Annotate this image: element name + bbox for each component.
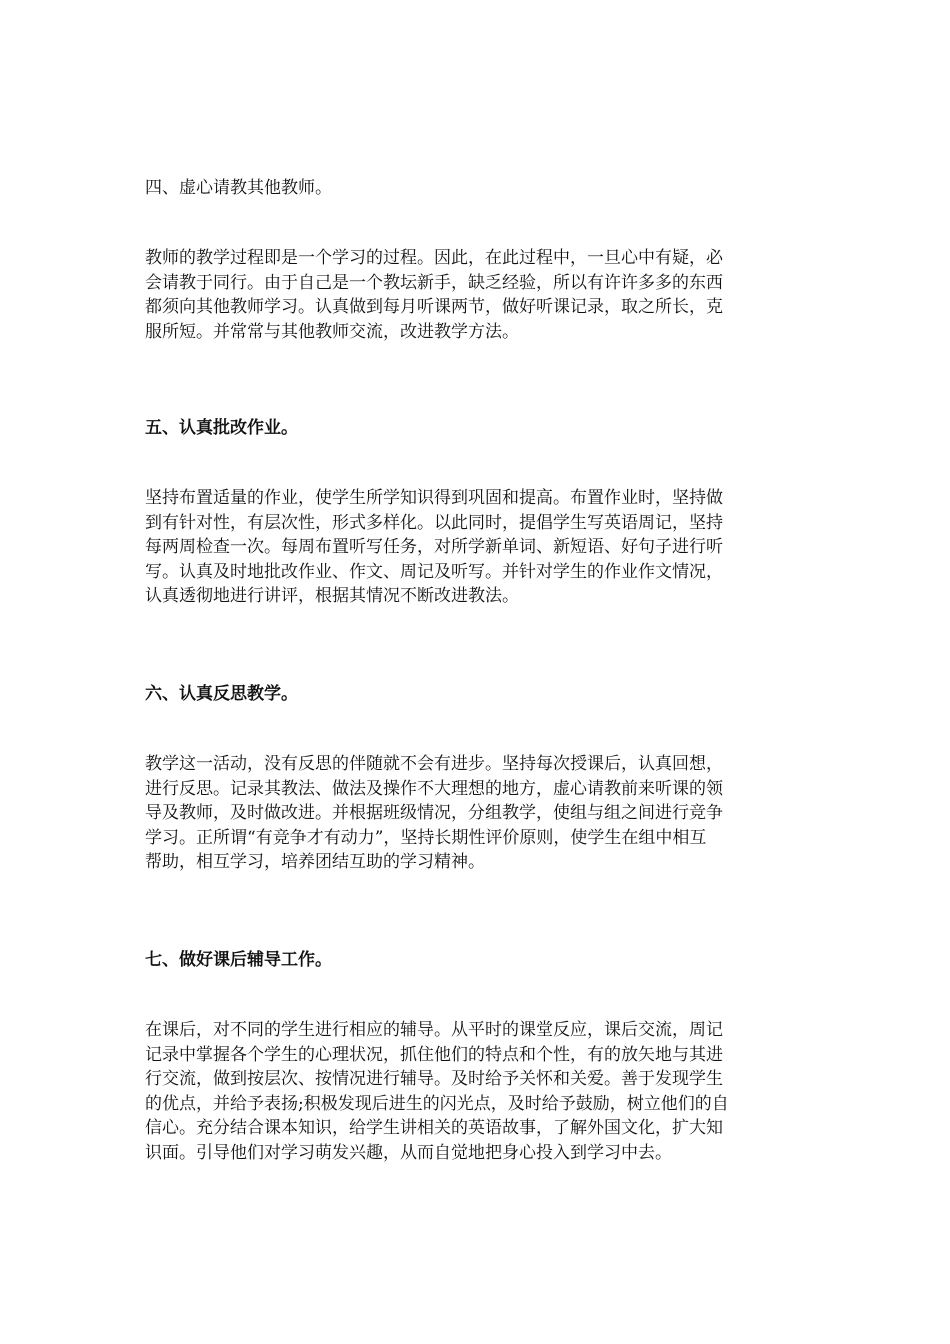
- section-4-heading: 四、虚心请教其他教师。: [145, 178, 332, 198]
- paragraph-line: 学习。正所谓“有竞争才有动力”，坚持长期性评价原则，使学生在组中相互: [145, 827, 707, 848]
- paragraph-line: 进行反思。记录其教法、做法及操作不大理想的地方，虚心请教前来听课的领: [145, 778, 723, 799]
- section-7-paragraph: [145, 1018, 807, 1166]
- paragraph-line: 坚持布置适量的作业，使学生所学知识得到巩固和提高。布置作业时，坚持做: [145, 488, 723, 508]
- section-7-heading: 七、做好课后辅导工作。: [145, 950, 332, 970]
- section-5-heading: 五、认真批改作业。: [145, 418, 298, 438]
- section-5-paragraph: [145, 486, 807, 609]
- paragraph-line: 教师的教学过程即是一个学习的过程。因此，在此过程中，一旦心中有疑，必: [145, 248, 723, 268]
- section-4-paragraph: [145, 246, 807, 344]
- paragraph-line: 都须向其他教师学习。认真做到每月听课两节，做好听课记录，取之所长，克: [145, 297, 723, 318]
- paragraph-line: 帮助，相互学习，培养团结互助的学习精神。: [145, 852, 485, 873]
- paragraph-line: 每两周检查一次。每周布置听写任务，对所学新单词、新短语、好句子进行听: [145, 537, 723, 558]
- paragraph-line: 写。认真及时地批改作业、作文、周记及听写。并针对学生的作业作文情况，: [145, 561, 723, 582]
- paragraph-line: 的优点，并给予表扬;积极发现后进生的闪光点，及时给予鼓励，树立他们的自: [145, 1093, 729, 1114]
- paragraph-line: 教学这一活动，没有反思的伴随就不会有进步。坚持每次授课后，认真回想，: [145, 754, 723, 774]
- section-6-paragraph: [145, 752, 807, 875]
- paragraph-line: 导及教师，及时做改进。并根据班级情况，分组教学，使组与组之间进行竞争: [145, 803, 723, 824]
- paragraph-line: 行交流，做到按层次、按情况进行辅导。及时给予关怀和关爱。善于发现学生: [145, 1069, 723, 1090]
- paragraph-line: 识面。引导他们对学习萌发兴趣，从而自觉地把身心投入到学习中去。: [145, 1142, 672, 1163]
- paragraph-line: 服所短。并常常与其他教师交流，改进教学方法。: [145, 321, 519, 342]
- paragraph-line: 会请教于同行。由于自己是一个教坛新手，缺乏经验，所以有许许多多的东西: [145, 272, 723, 293]
- paragraph-line: 记录中掌握各个学生的心理状况，抓住他们的特点和个性，有的放矢地与其进: [145, 1044, 723, 1065]
- paragraph-line: 在课后，对不同的学生进行相应的辅导。从平时的课堂反应，课后交流，周记: [145, 1020, 723, 1040]
- paragraph-line: 认真透彻地进行讲评，根据其情况不断改进教法。: [145, 586, 519, 607]
- section-6-heading: 六、认真反思教学。: [145, 684, 298, 704]
- paragraph-line: 到有针对性，有层次性，形式多样化。以此同时，提倡学生写英语周记，坚持: [145, 512, 723, 533]
- paragraph-line: 信心。充分结合课本知识，给学生讲相关的英语故事，了解外国文化，扩大知: [145, 1118, 723, 1139]
